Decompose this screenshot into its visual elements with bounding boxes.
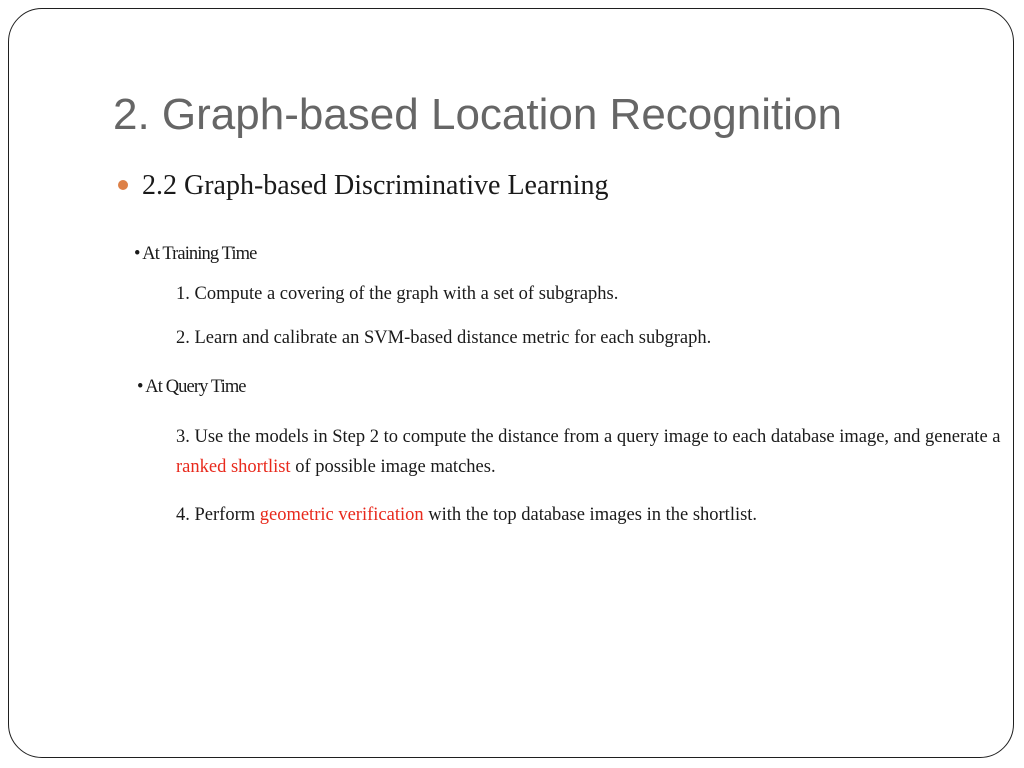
bullet-icon	[118, 180, 128, 190]
geometric-verification-highlight: geometric verification	[259, 505, 424, 525]
query-step-4	[176, 500, 1006, 530]
section-heading-text: 2.2 Graph-based Discriminative Learning	[142, 170, 609, 201]
query-step-3-text-end: of possible image matches.	[290, 457, 496, 477]
training-step-1: 1. Compute a covering of the graph with a set of subgraphs.	[176, 284, 619, 304]
query-time-heading: • At Query Time	[137, 377, 246, 397]
query-step-3-text: 3. Use the models in Step 2 to compute the distance from a query image to each database image, and generate a	[176, 427, 1001, 447]
query-step-4-text: 4. Perform	[176, 505, 260, 525]
slide-title: 2. Graph-based Location Recognition	[113, 90, 842, 139]
ranked-shortlist-highlight: ranked shortlist	[176, 457, 291, 477]
training-step-2: 2. Learn and calibrate an SVM-based distance metric for each subgraph.	[176, 328, 712, 348]
query-step-3	[176, 422, 1006, 482]
section-heading	[118, 169, 609, 203]
training-time-heading: • At Training Time	[134, 244, 257, 264]
query-step-4-text-end: with the top database images in the shortlist.	[423, 505, 758, 525]
